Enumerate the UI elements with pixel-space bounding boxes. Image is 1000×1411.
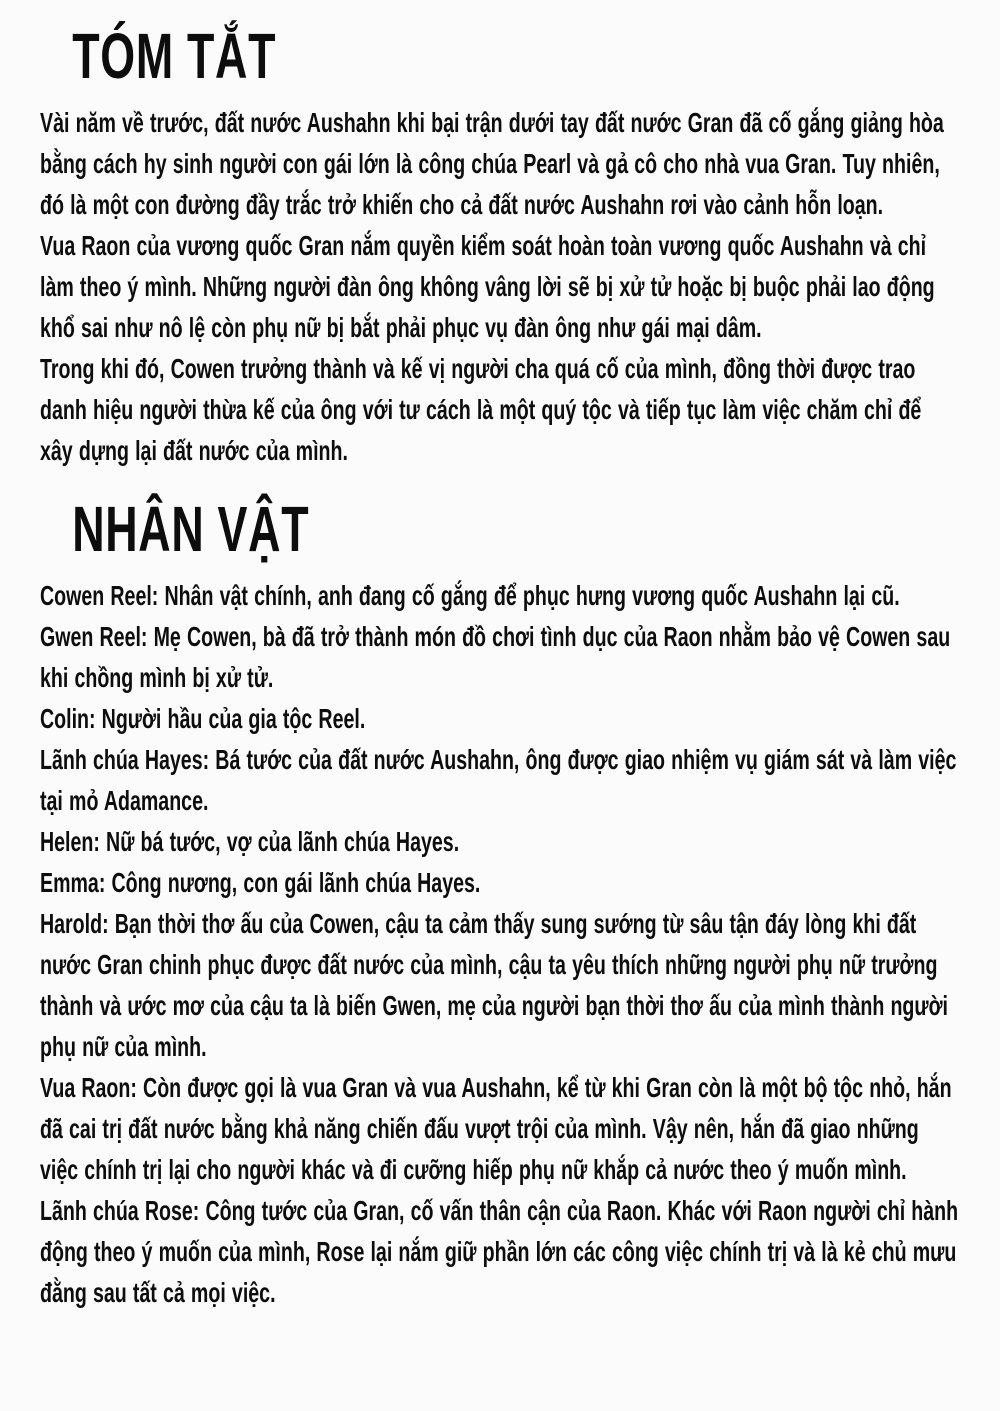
character-name: Vua Raon: <box>40 1072 144 1103</box>
character-entry <box>40 821 960 862</box>
character-name: Colin: <box>40 703 102 734</box>
summary-paragraph: Trong khi đó, Cowen trưởng thành và kế vị người cha quá cố của mình, đồng thời được trao danh hiệu người thừa kế của ông với tư cách là một quý tộc và tiếp tục làm việc chăm chỉ để xây dựng lại đất nước của mình. <box>40 353 922 466</box>
character-entry <box>40 575 960 616</box>
character-entry <box>40 698 960 739</box>
summary-heading: TÓM TẮT <box>72 20 277 92</box>
summary-paragraph: Vài năm về trước, đất nước Aushahn khi bại trận dưới tay đất nước Gran đã cố gắng giảng hòa bằng cách hy sinh người con gái lớn là công chúa Pearl và gả cô cho nhà vua Gran. Tuy nhiên, đó là một con đường đầy trắc trở khiến cho cả đất nước Aushahn rơi vào cảnh hỗn loạn. <box>40 107 944 220</box>
character-name: Lãnh chúa Hayes: <box>40 744 216 775</box>
character-description: Bạn thời thơ ấu của Cowen, cậu ta cảm thấy sung sướng từ sâu tận đáy lòng khi đất nước Gran chinh phục được đất nước của mình, cậu ta yêu thích những người phụ nữ trưởng thành và ước mơ của cậu ta là biến Gwen, mẹ của người bạn thời thơ ấu của mình thành người phụ nữ của mình. <box>40 908 948 1062</box>
character-description: Bá tước của đất nước Aushahn, ông được giao nhiệm vụ giám sát và làm việc tại mỏ Adamance. <box>40 744 957 816</box>
character-name: Cowen Reel: <box>40 580 165 611</box>
summary-paragraphs <box>40 102 960 471</box>
character-name: Harold: <box>40 908 115 939</box>
character-entry <box>40 1190 960 1313</box>
character-name: Helen: <box>40 826 107 857</box>
character-entry <box>40 1067 960 1190</box>
character-name: Gwen Reel: <box>40 621 154 652</box>
character-list <box>40 575 960 1313</box>
character-description: Người hầu của gia tộc Reel. <box>101 703 366 734</box>
character-description: Mẹ Cowen, bà đã trở thành món đồ chơi tình dục của Raon nhằm bảo vệ Cowen sau khi chồng mình bị xử tử. <box>40 621 951 693</box>
character-description: Nhân vật chính, anh đang cố gắng để phục hưng vương quốc Aushahn lại cũ. <box>164 580 900 611</box>
character-description: Công tước của Gran, cố vấn thân cận của Raon. Khác với Raon người chỉ hành động theo ý muốn của mình, Rose lại nắm giữ phần lớn các công việc chính trị và là kẻ chủ mưu đằng sau tất cả mọi việc. <box>40 1195 959 1308</box>
character-entry <box>40 616 960 698</box>
character-entry <box>40 739 960 821</box>
character-name: Lãnh chúa Rose: <box>40 1195 206 1226</box>
character-name: Emma: <box>40 867 112 898</box>
character-description: Nữ bá tước, vợ của lãnh chúa Hayes. <box>106 826 460 857</box>
content-column <box>40 20 960 1313</box>
character-description: Công nương, con gái lãnh chúa Hayes. <box>111 867 481 898</box>
character-description: Còn được gọi là vua Gran và vua Aushahn, kể từ khi Gran còn là một bộ tộc nhỏ, hắn đã cai trị đất nước bằng khả năng chiến đấu vượt trội của mình. Vậy nên, hắn đã giao những việc chính trị lại cho người khác và đi cưỡng hiếp phụ nữ khắp cả nước theo ý muốn mình. <box>40 1072 952 1185</box>
summary-paragraph: Vua Raon của vương quốc Gran nắm quyền kiểm soát hoàn toàn vương quốc Aushahn và chỉ làm theo ý mình. Những người đàn ông không vâng lời sẽ bị xử tử hoặc bị buộc phải lao động khổ sai như nô lệ còn phụ nữ bị bắt phải phục vụ đàn ông như gái mại dâm. <box>40 230 935 343</box>
characters-heading: NHÂN VẬT <box>72 493 310 565</box>
character-entry <box>40 862 960 903</box>
character-entry <box>40 903 960 1067</box>
